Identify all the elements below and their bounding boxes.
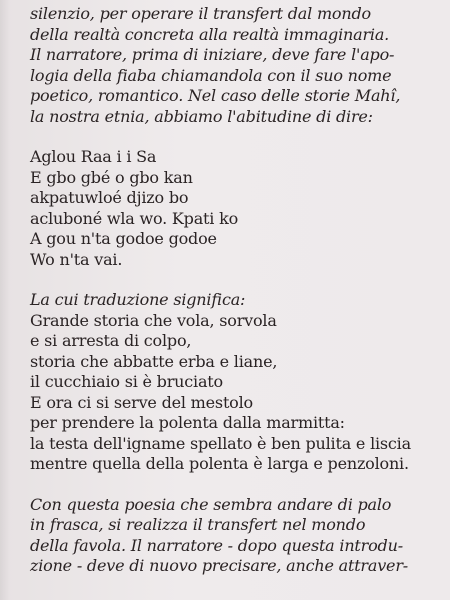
translation-heading: La cui traduzione significa: bbox=[30, 290, 246, 309]
poem-line: akpatuwloé djizo bo bbox=[30, 188, 189, 207]
paragraph-gap bbox=[30, 270, 440, 290]
closing-paragraph bbox=[30, 495, 440, 577]
translation-line: e si arresta di colpo, bbox=[30, 331, 192, 350]
paragraph-gap bbox=[30, 475, 440, 495]
text-line: poetico, romantico. Nel caso delle storie Mahî, bbox=[30, 86, 401, 105]
poem-line: Aglou Raa i i Sa bbox=[30, 147, 157, 166]
text-line: della realtà concreta alla realtà immaginaria. bbox=[30, 24, 390, 44]
translation-line: Grande storia che vola, sorvola bbox=[30, 310, 277, 330]
intro-paragraph bbox=[30, 4, 440, 127]
poem-line: aclubоné wla wo. Kpati ko bbox=[30, 208, 239, 228]
translation-line: mentre quella della polenta è larga e penzoloni. bbox=[30, 454, 409, 473]
poem-verse bbox=[30, 147, 440, 270]
translation-line: per prendere la polenta dalla marmitta: bbox=[30, 413, 345, 432]
translation-section bbox=[30, 290, 440, 475]
text-line: della favola. Il narratore - dopo questa introdu- bbox=[30, 535, 403, 555]
translation-line: E ora ci si serve del mestolo bbox=[30, 392, 253, 412]
translation-line: il cucchiaio si è bruciato bbox=[30, 372, 223, 391]
poem-line: E gbo gbé o gbo kan bbox=[30, 167, 193, 187]
text-line: silenzio, per operare il transfert dal mondo bbox=[30, 4, 371, 23]
text-line: Con questa poesia che sembra andare di palo bbox=[30, 494, 392, 514]
text-line: la nostra etnia, abbiamo l'abitudine di dire: bbox=[30, 106, 373, 126]
translation-line: storia che abbatte erba e liane, bbox=[30, 351, 278, 371]
text-line: Il narratore, prima di iniziare, deve fare l'apo- bbox=[30, 45, 395, 64]
text-line: zione - deve di nuovo precisare, anche attraver- bbox=[30, 556, 408, 575]
poem-line: A gou n'ta godoe godoe bbox=[30, 229, 217, 248]
poem-line: Wo n'ta vai. bbox=[30, 249, 123, 269]
page-gutter-shadow bbox=[0, 0, 10, 600]
paragraph-gap bbox=[30, 127, 440, 147]
text-line: in frasca, si realizza il transfert nel mondo bbox=[30, 515, 366, 534]
translation-line: la testa dell'igname spellato è ben pulita e liscia bbox=[30, 433, 411, 453]
text-line: logia della fiaba chiamandola con il suo nome bbox=[30, 65, 392, 85]
page-text bbox=[30, 4, 440, 577]
